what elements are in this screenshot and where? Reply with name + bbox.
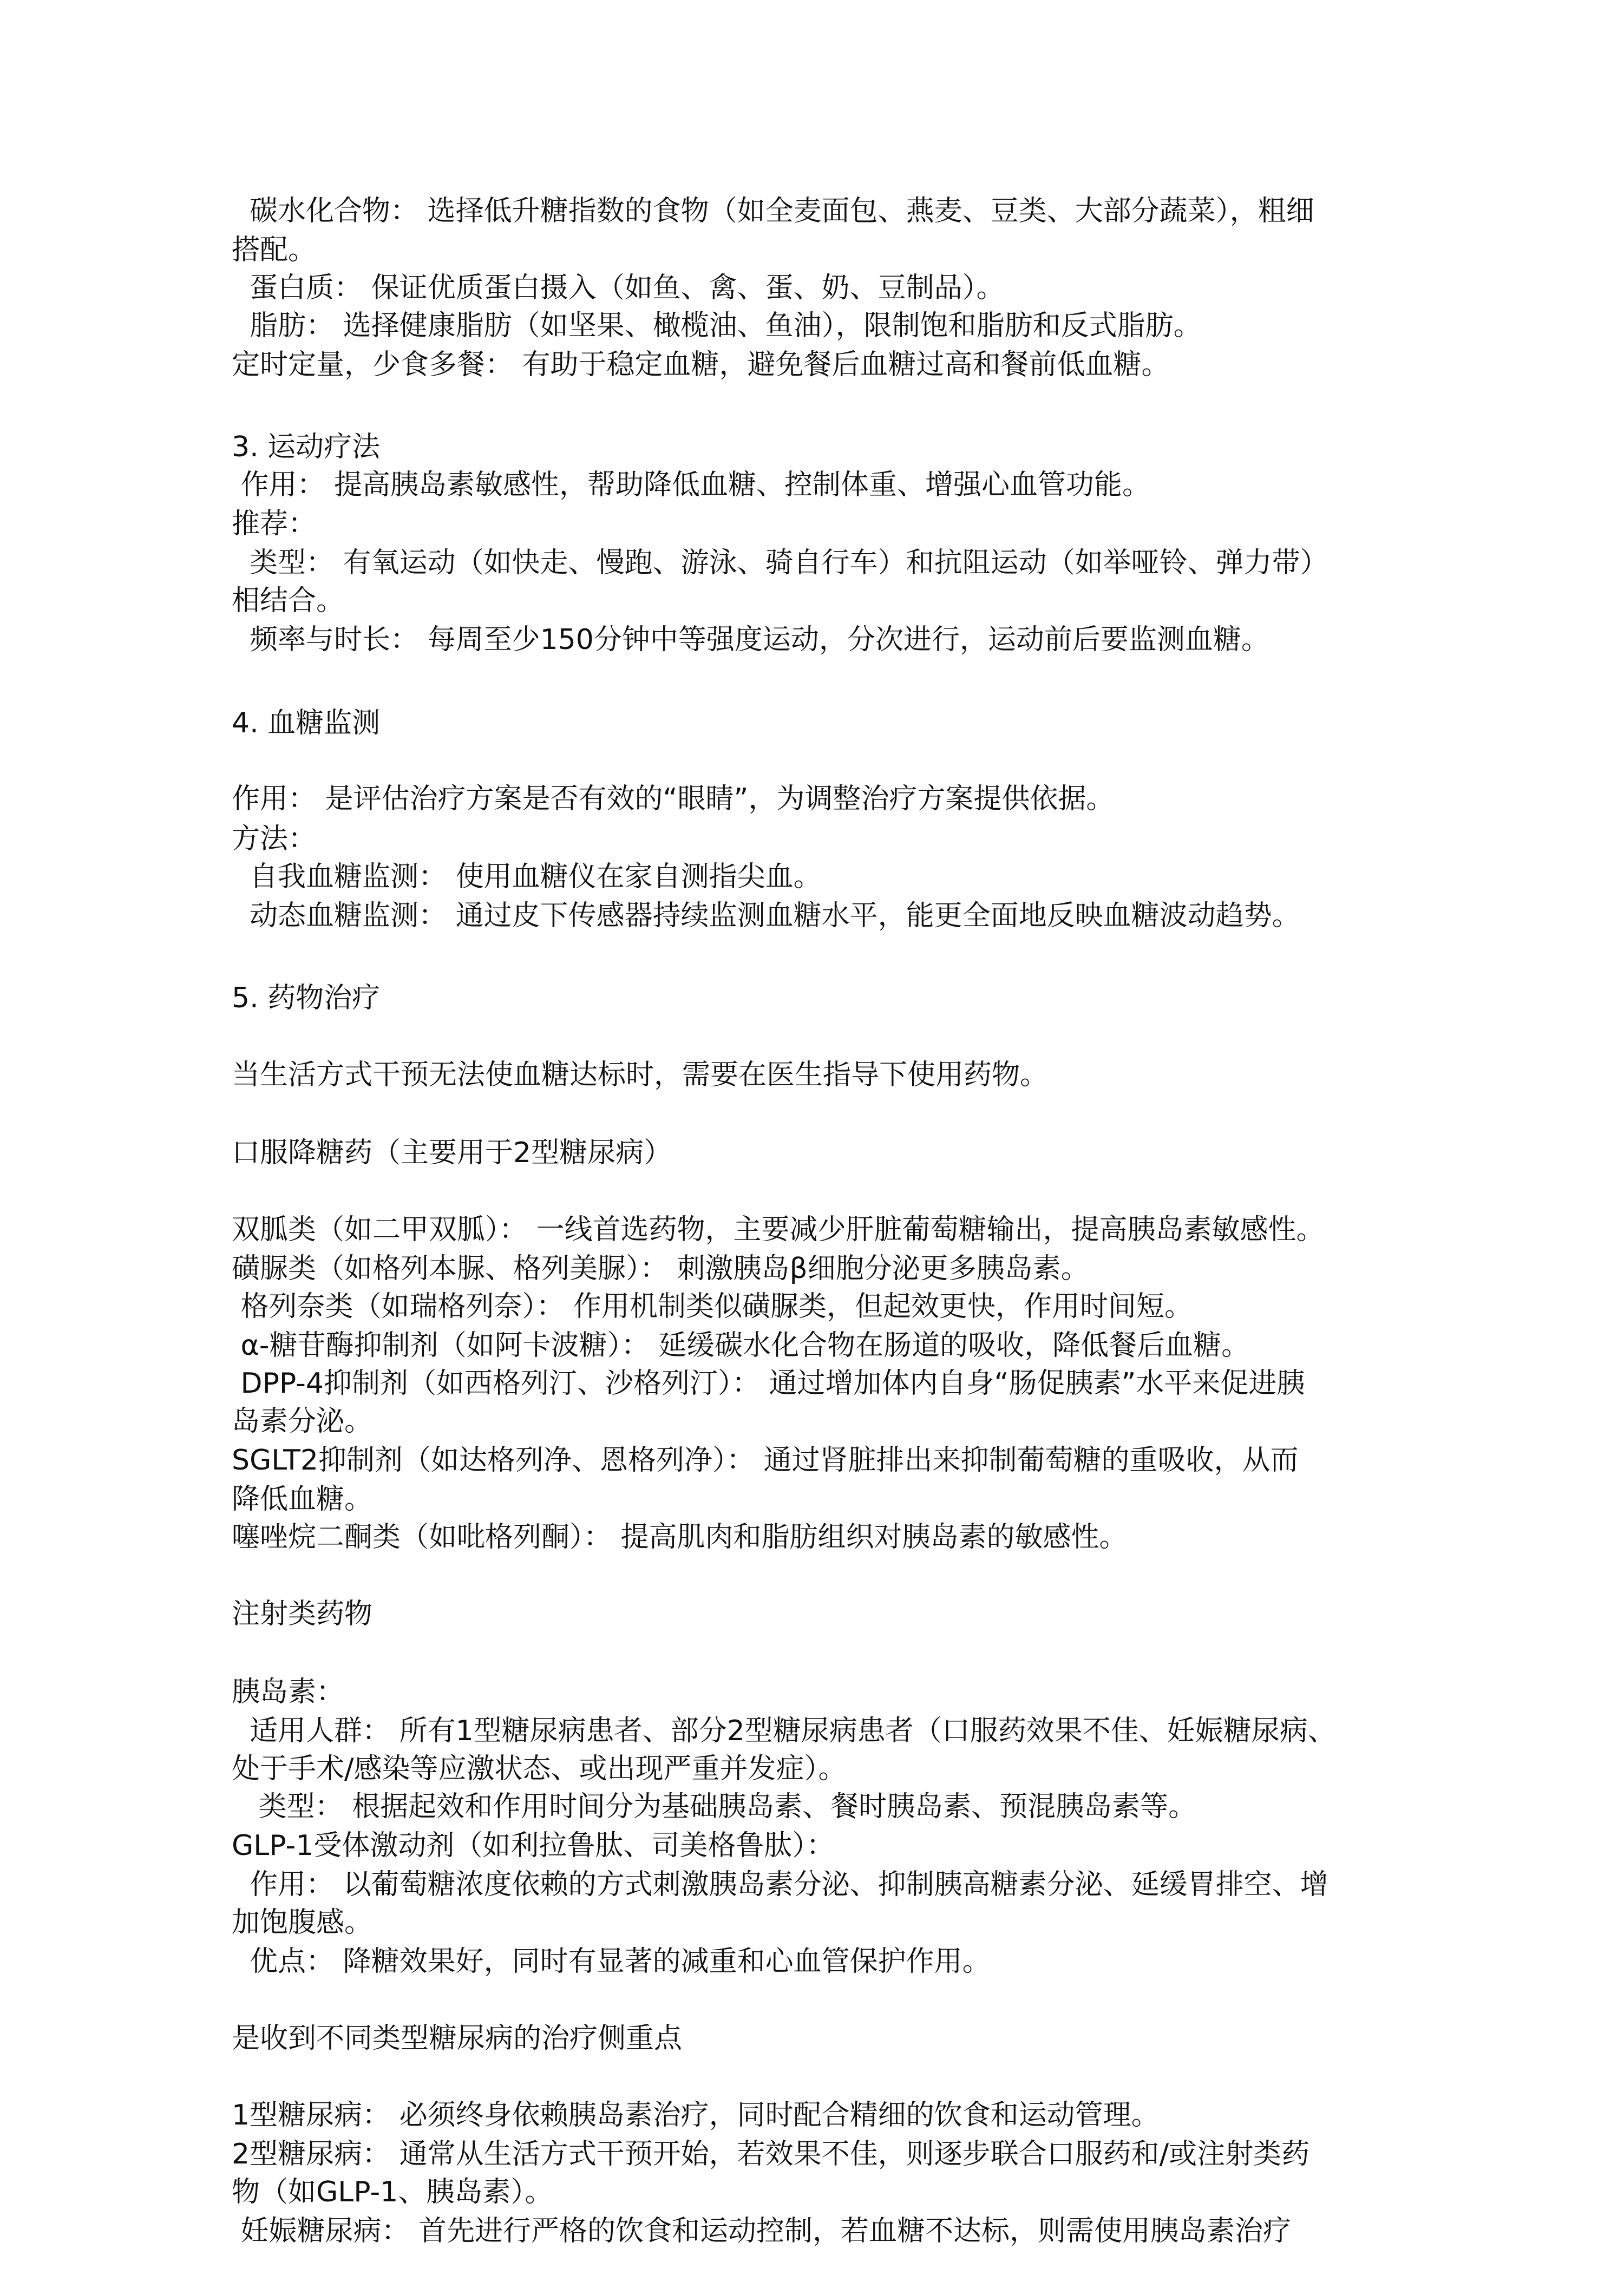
tzd-line: 噻唑烷二酮类（如吡格列酮）： 提高肌肉和脂肪组织对胰岛素的敏感性。 [232,1521,1128,1553]
glp1-benefit-line: 优点： 降糖效果好，同时有显著的减重和心血管保护作用。 [232,1945,991,1978]
type2-continued: 物（如GLP-1、胰岛素）。 [232,2176,553,2208]
sglt2-line: SGLT2抑制剂（如达格列净、恩格列净）： 通过肾脏排出来抑制葡萄糖的重吸收，从而 [232,1444,1299,1477]
agi-line: α-糖苷酶抑制剂（如阿卡波糖）： 延缓碳水化合物在肠道的吸收，降低餐后血糖。 [232,1329,1250,1362]
type1-line: 1型糖尿病： 必须终身依赖胰岛素治疗，同时配合精细的饮食和运动管理。 [232,2099,1160,2132]
oral-drugs-heading: 口服降糖药（主要用于2型糖尿病） [232,1137,672,1169]
monitoring-method-label: 方法： [232,823,317,855]
exercise-heading: 3. 运动疗法 [232,431,381,463]
diet-timing-line: 定时定量，少食多餐： 有助于稳定血糖，避免餐后血糖过高和餐前低血糖。 [232,349,1170,381]
medication-intro-line: 当生活方式干预无法使血糖达标时，需要在医生指导下使用药物。 [232,1059,1049,1091]
gestational-line: 妊娠糖尿病： 首先进行严格的饮食和运动控制，若血糖不达标，则需使用胰岛素治疗 [232,2215,1292,2247]
diet-carbs-continued: 搭配。 [232,234,317,266]
insulin-type-line: 类型： 根据起效和作用时间分为基础胰岛素、餐时胰岛素、预混胰岛素等。 [232,1791,1197,1823]
insulin-population-line: 适用人群： 所有1型糖尿病患者、部分2型糖尿病患者（口服药效果不佳、妊娠糖尿病、 [232,1715,1336,1747]
diet-carbs-line: 碳水化合物： 选择低升糖指数的食物（如全麦面包、燕麦、豆类、大部分蔬菜），粗细 [232,195,1314,227]
glp1-effect-continued: 加饱腹感。 [232,1906,373,1939]
type2-line: 2型糖尿病： 通常从生活方式干预开始，若效果不佳，则逐步联合口服药和/或注射类药 [232,2138,1310,2171]
sulfonylurea-line: 磺脲类（如格列本脲、格列美脲）： 刺激胰岛β细胞分泌更多胰岛素。 [232,1253,1089,1285]
types-heading: 是收到不同类型糖尿病的治疗侧重点 [232,2022,683,2055]
glinide-line: 格列奈类（如瑞格列奈）： 作用机制类似磺脲类，但起效更快，作用时间短。 [232,1290,1193,1323]
glp1-label: GLP-1受体激动剂（如利拉鲁肽、司美格鲁肽）： [232,1830,835,1862]
medication-heading: 5. 药物治疗 [232,982,381,1014]
biguanide-line: 双胍类（如二甲双胍）： 一线首选药物，主要减少肝脏葡萄糖输出，提高胰岛素敏感性。 [232,1214,1325,1246]
exercise-frequency-line: 频率与时长： 每周至少150分钟中等强度运动，分次进行，运动前后要监测血糖。 [232,624,1269,656]
dpp4-line: DPP-4抑制剂（如西格列汀、沙格列汀）： 通过增加体内自身“肠促胰素”水平来促进胰 [232,1367,1305,1400]
sglt2-continued: 降低血糖。 [232,1483,373,1516]
monitoring-continuous-line: 动态血糖监测： 通过皮下传感器持续监测血糖水平，能更全面地反映血糖波动趋势。 [232,900,1300,932]
exercise-type-line: 类型： 有氧运动（如快走、慢跑、游泳、骑自行车）和抗阻运动（如举哑铃、弹力带） [232,547,1328,579]
exercise-effect-line: 作用： 提高胰岛素敏感性，帮助降低血糖、控制体重、增强心血管功能。 [232,469,1151,501]
monitoring-self-line: 自我血糖监测： 使用血糖仪在家自测指尖血。 [232,861,822,893]
insulin-label: 胰岛素： [232,1676,345,1708]
exercise-type-continued: 相结合。 [232,585,345,617]
exercise-recommend-label: 推荐： [232,508,317,540]
diet-protein-line: 蛋白质： 保证优质蛋白摄入（如鱼、禽、蛋、奶、豆制品）。 [232,272,1005,304]
dpp4-continued: 岛素分泌。 [232,1405,373,1438]
insulin-population-continued: 处于手术/感染等应激状态、或出现严重并发症）。 [232,1753,847,1785]
injectables-heading: 注射类药物 [232,1598,373,1630]
monitoring-heading: 4. 血糖监测 [232,707,381,739]
monitoring-effect-line: 作用： 是评估治疗方案是否有效的“眼睛”，为调整治疗方案提供依据。 [232,783,1115,815]
glp1-effect-line: 作用： 以葡萄糖浓度依赖的方式刺激胰岛素分泌、抑制胰高糖素分泌、延缓胃排空、增 [232,1868,1328,1901]
diet-fat-line: 脂肪： 选择健康脂肪（如坚果、橄榄油、鱼油），限制饱和脂肪和反式脂肪。 [232,310,1202,342]
